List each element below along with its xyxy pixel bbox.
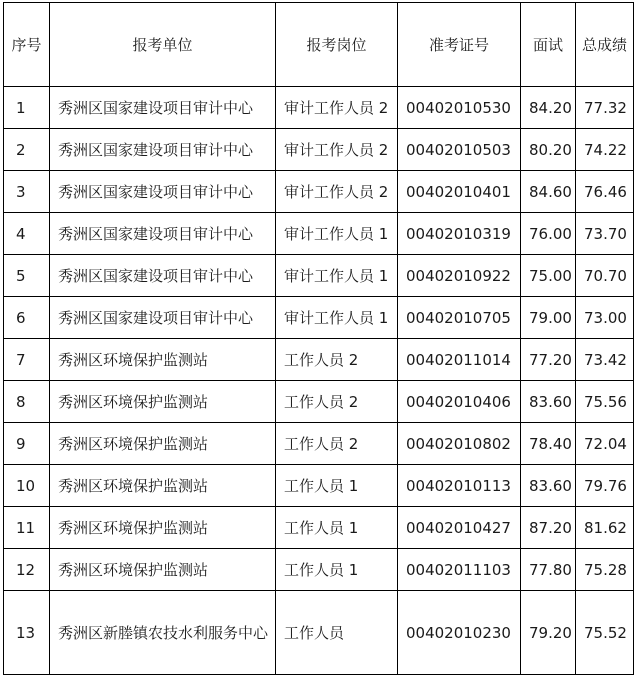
table-row	[4, 297, 634, 339]
cell-total: 79.76	[576, 465, 634, 507]
header-position: 报考岗位	[276, 3, 398, 87]
cell-unit: 秀洲区国家建设项目审计中心	[50, 87, 276, 129]
table-row	[4, 381, 634, 423]
cell-position: 工作人员 2	[276, 423, 398, 465]
header-total: 总成绩	[576, 3, 634, 87]
cell-unit: 秀洲区环境保护监测站	[50, 381, 276, 423]
cell-total: 81.62	[576, 507, 634, 549]
header-index: 序号	[4, 3, 50, 87]
cell-total: 75.28	[576, 549, 634, 591]
cell-interview: 80.20	[521, 129, 576, 171]
cell-interview: 76.00	[521, 213, 576, 255]
cell-position: 工作人员 2	[276, 381, 398, 423]
cell-interview: 83.60	[521, 381, 576, 423]
header-ticket: 准考证号	[398, 3, 521, 87]
cell-index: 7	[4, 339, 50, 381]
cell-interview: 83.60	[521, 465, 576, 507]
cell-position: 审计工作人员 1	[276, 255, 398, 297]
cell-ticket: 00402010113	[398, 465, 521, 507]
cell-interview: 77.20	[521, 339, 576, 381]
cell-interview: 77.80	[521, 549, 576, 591]
cell-ticket: 00402010802	[398, 423, 521, 465]
cell-index: 4	[4, 213, 50, 255]
cell-total: 73.70	[576, 213, 634, 255]
cell-total: 75.52	[576, 591, 634, 675]
header-row	[4, 3, 634, 87]
cell-position: 工作人员 2	[276, 339, 398, 381]
cell-index: 9	[4, 423, 50, 465]
cell-index: 1	[4, 87, 50, 129]
cell-unit: 秀洲区国家建设项目审计中心	[50, 171, 276, 213]
cell-position: 审计工作人员 1	[276, 213, 398, 255]
table-row	[4, 255, 634, 297]
cell-total: 76.46	[576, 171, 634, 213]
cell-position: 审计工作人员 2	[276, 129, 398, 171]
cell-unit: 秀洲区国家建设项目审计中心	[50, 129, 276, 171]
cell-position: 工作人员 1	[276, 507, 398, 549]
cell-unit: 秀洲区环境保护监测站	[50, 549, 276, 591]
cell-position: 工作人员 1	[276, 549, 398, 591]
cell-interview: 75.00	[521, 255, 576, 297]
table-row	[4, 129, 634, 171]
table-row	[4, 591, 634, 675]
cell-total: 73.00	[576, 297, 634, 339]
table-row	[4, 339, 634, 381]
cell-unit: 秀洲区新塍镇农技水利服务中心	[50, 591, 276, 675]
cell-ticket: 00402011014	[398, 339, 521, 381]
cell-interview: 79.20	[521, 591, 576, 675]
cell-interview: 78.40	[521, 423, 576, 465]
table-row	[4, 213, 634, 255]
cell-total: 77.32	[576, 87, 634, 129]
cell-total: 74.22	[576, 129, 634, 171]
cell-ticket: 00402010230	[398, 591, 521, 675]
table-row	[4, 507, 634, 549]
cell-ticket: 00402010406	[398, 381, 521, 423]
cell-total: 70.70	[576, 255, 634, 297]
cell-ticket: 00402010427	[398, 507, 521, 549]
cell-index: 12	[4, 549, 50, 591]
cell-ticket: 00402010922	[398, 255, 521, 297]
cell-index: 13	[4, 591, 50, 675]
table-row	[4, 423, 634, 465]
cell-ticket: 00402010705	[398, 297, 521, 339]
cell-index: 5	[4, 255, 50, 297]
cell-interview: 84.60	[521, 171, 576, 213]
header-interview: 面试	[521, 3, 576, 87]
cell-index: 8	[4, 381, 50, 423]
cell-interview: 79.00	[521, 297, 576, 339]
cell-position: 审计工作人员 2	[276, 171, 398, 213]
cell-index: 10	[4, 465, 50, 507]
cell-ticket: 00402010530	[398, 87, 521, 129]
cell-position: 工作人员	[276, 591, 398, 675]
cell-unit: 秀洲区环境保护监测站	[50, 339, 276, 381]
cell-total: 72.04	[576, 423, 634, 465]
table-row	[4, 549, 634, 591]
cell-unit: 秀洲区国家建设项目审计中心	[50, 255, 276, 297]
cell-interview: 84.20	[521, 87, 576, 129]
cell-unit: 秀洲区环境保护监测站	[50, 507, 276, 549]
cell-index: 11	[4, 507, 50, 549]
cell-index: 6	[4, 297, 50, 339]
cell-position: 工作人员 1	[276, 465, 398, 507]
cell-ticket: 00402010503	[398, 129, 521, 171]
cell-interview: 87.20	[521, 507, 576, 549]
results-table	[3, 2, 634, 675]
cell-unit: 秀洲区环境保护监测站	[50, 423, 276, 465]
cell-ticket: 00402011103	[398, 549, 521, 591]
cell-ticket: 00402010401	[398, 171, 521, 213]
table-row	[4, 171, 634, 213]
cell-index: 2	[4, 129, 50, 171]
cell-unit: 秀洲区环境保护监测站	[50, 465, 276, 507]
cell-unit: 秀洲区国家建设项目审计中心	[50, 213, 276, 255]
cell-position: 审计工作人员 1	[276, 297, 398, 339]
cell-position: 审计工作人员 2	[276, 87, 398, 129]
cell-total: 73.42	[576, 339, 634, 381]
header-unit: 报考单位	[50, 3, 276, 87]
table-row	[4, 465, 634, 507]
cell-unit: 秀洲区国家建设项目审计中心	[50, 297, 276, 339]
table-row	[4, 87, 634, 129]
cell-ticket: 00402010319	[398, 213, 521, 255]
cell-total: 75.56	[576, 381, 634, 423]
cell-index: 3	[4, 171, 50, 213]
